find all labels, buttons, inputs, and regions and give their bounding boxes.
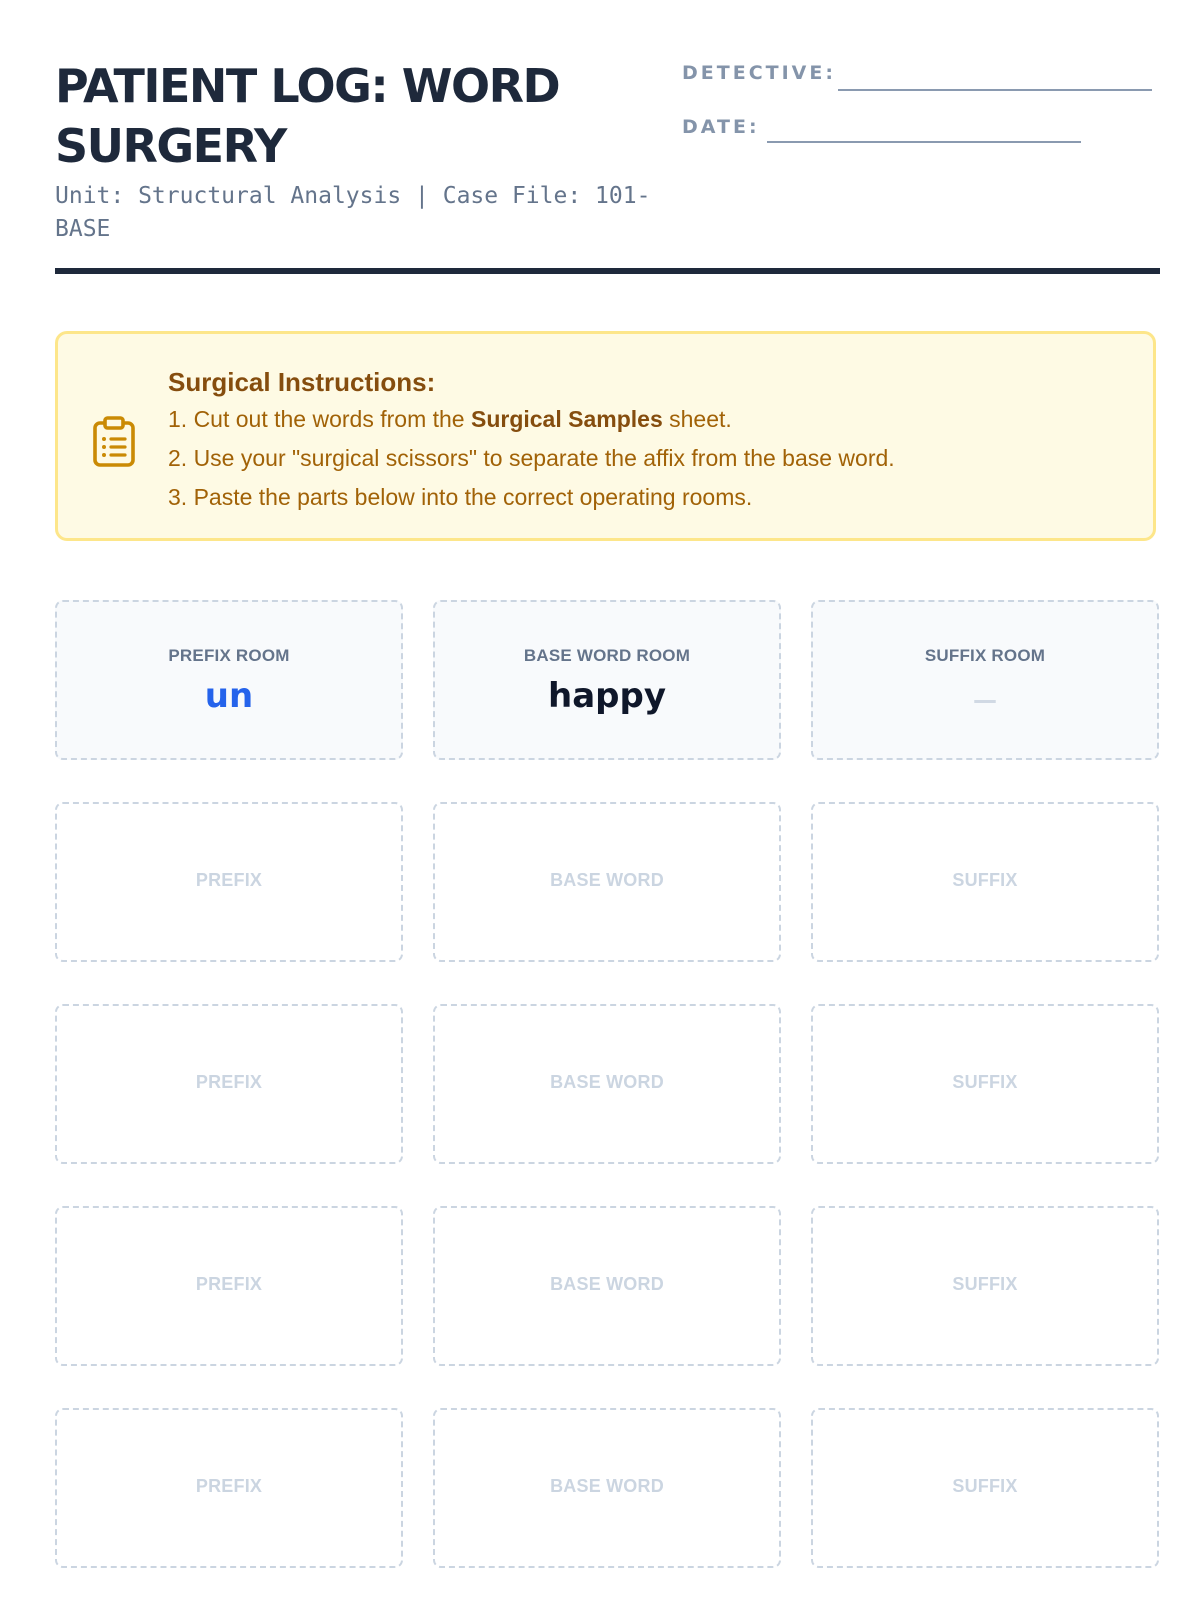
step-1-bold: Surgical Samples [470, 406, 663, 432]
sample-suffix-room [811, 600, 1159, 760]
prefix-placeholder: PREFIX [195, 1274, 263, 1294]
header-divider [55, 268, 1160, 274]
student-info [682, 56, 1160, 164]
base-word-box[interactable] [433, 1408, 781, 1568]
date-row [682, 110, 1160, 164]
prefix-placeholder: PREFIX [195, 870, 263, 890]
suffix-box[interactable] [811, 1206, 1159, 1366]
clipboard-list-icon [92, 416, 136, 468]
suffix-placeholder: SUFFIX [952, 1476, 1018, 1496]
date-field[interactable] [767, 141, 1081, 143]
base-word-box[interactable] [433, 1206, 781, 1366]
suffix-placeholder: SUFFIX [952, 870, 1018, 890]
page-subtitle: Unit: Structural Analysis | Case File: 101-BASE [55, 183, 651, 242]
room-label: SUFFIX ROOM [924, 646, 1046, 665]
instruction-step-2: 2. Use your "surgical scissors" to separate the affix from the base word. [168, 445, 895, 471]
suffix-placeholder: SUFFIX [952, 1072, 1018, 1092]
base-word-placeholder: BASE WORD [550, 1072, 664, 1092]
room-label: BASE WORD ROOM [523, 646, 691, 665]
room-label: PREFIX ROOM [168, 646, 290, 665]
base-word-placeholder: BASE WORD [550, 870, 664, 890]
instruction-step-3: 3. Paste the parts below into the correct operating rooms. [168, 484, 753, 510]
worksheet-page [55, 0, 1160, 1496]
sample-base-room [433, 600, 781, 760]
suffix-box[interactable] [811, 1408, 1159, 1568]
sample-prefix-room [55, 600, 403, 760]
instructions-text [168, 364, 1128, 517]
detective-field[interactable] [838, 89, 1152, 91]
base-word-placeholder: BASE WORD [550, 1274, 664, 1294]
instructions-callout [55, 331, 1156, 541]
base-word-box[interactable] [433, 1004, 781, 1164]
sample-base-value: happy [548, 676, 666, 716]
prefix-placeholder: PREFIX [195, 1476, 263, 1496]
instruction-step-1 [168, 400, 1128, 439]
prefix-box[interactable] [55, 1206, 403, 1366]
suffix-placeholder: SUFFIX [952, 1274, 1018, 1294]
title-block [55, 56, 675, 246]
step-1-before: 1. Cut out the words from the [168, 406, 471, 432]
sample-prefix-value: un [204, 676, 254, 716]
prefix-box[interactable] [55, 1408, 403, 1568]
prefix-box[interactable] [55, 1004, 403, 1164]
prefix-box[interactable] [55, 802, 403, 962]
sample-suffix-value: — [973, 686, 997, 714]
page-title: PATIENT LOG: WORD SURGERY [55, 59, 560, 173]
detective-label: DETECTIVE: [682, 62, 836, 84]
suffix-box[interactable] [811, 802, 1159, 962]
base-word-box[interactable] [433, 802, 781, 962]
prefix-placeholder: PREFIX [195, 1072, 263, 1092]
instructions-title: Surgical Instructions: [168, 367, 436, 397]
step-1-after: sheet. [662, 406, 732, 432]
date-label: DATE: [682, 116, 760, 138]
detective-row [682, 56, 1160, 110]
base-word-placeholder: BASE WORD [550, 1476, 664, 1496]
header [55, 0, 1160, 276]
suffix-box[interactable] [811, 1004, 1159, 1164]
